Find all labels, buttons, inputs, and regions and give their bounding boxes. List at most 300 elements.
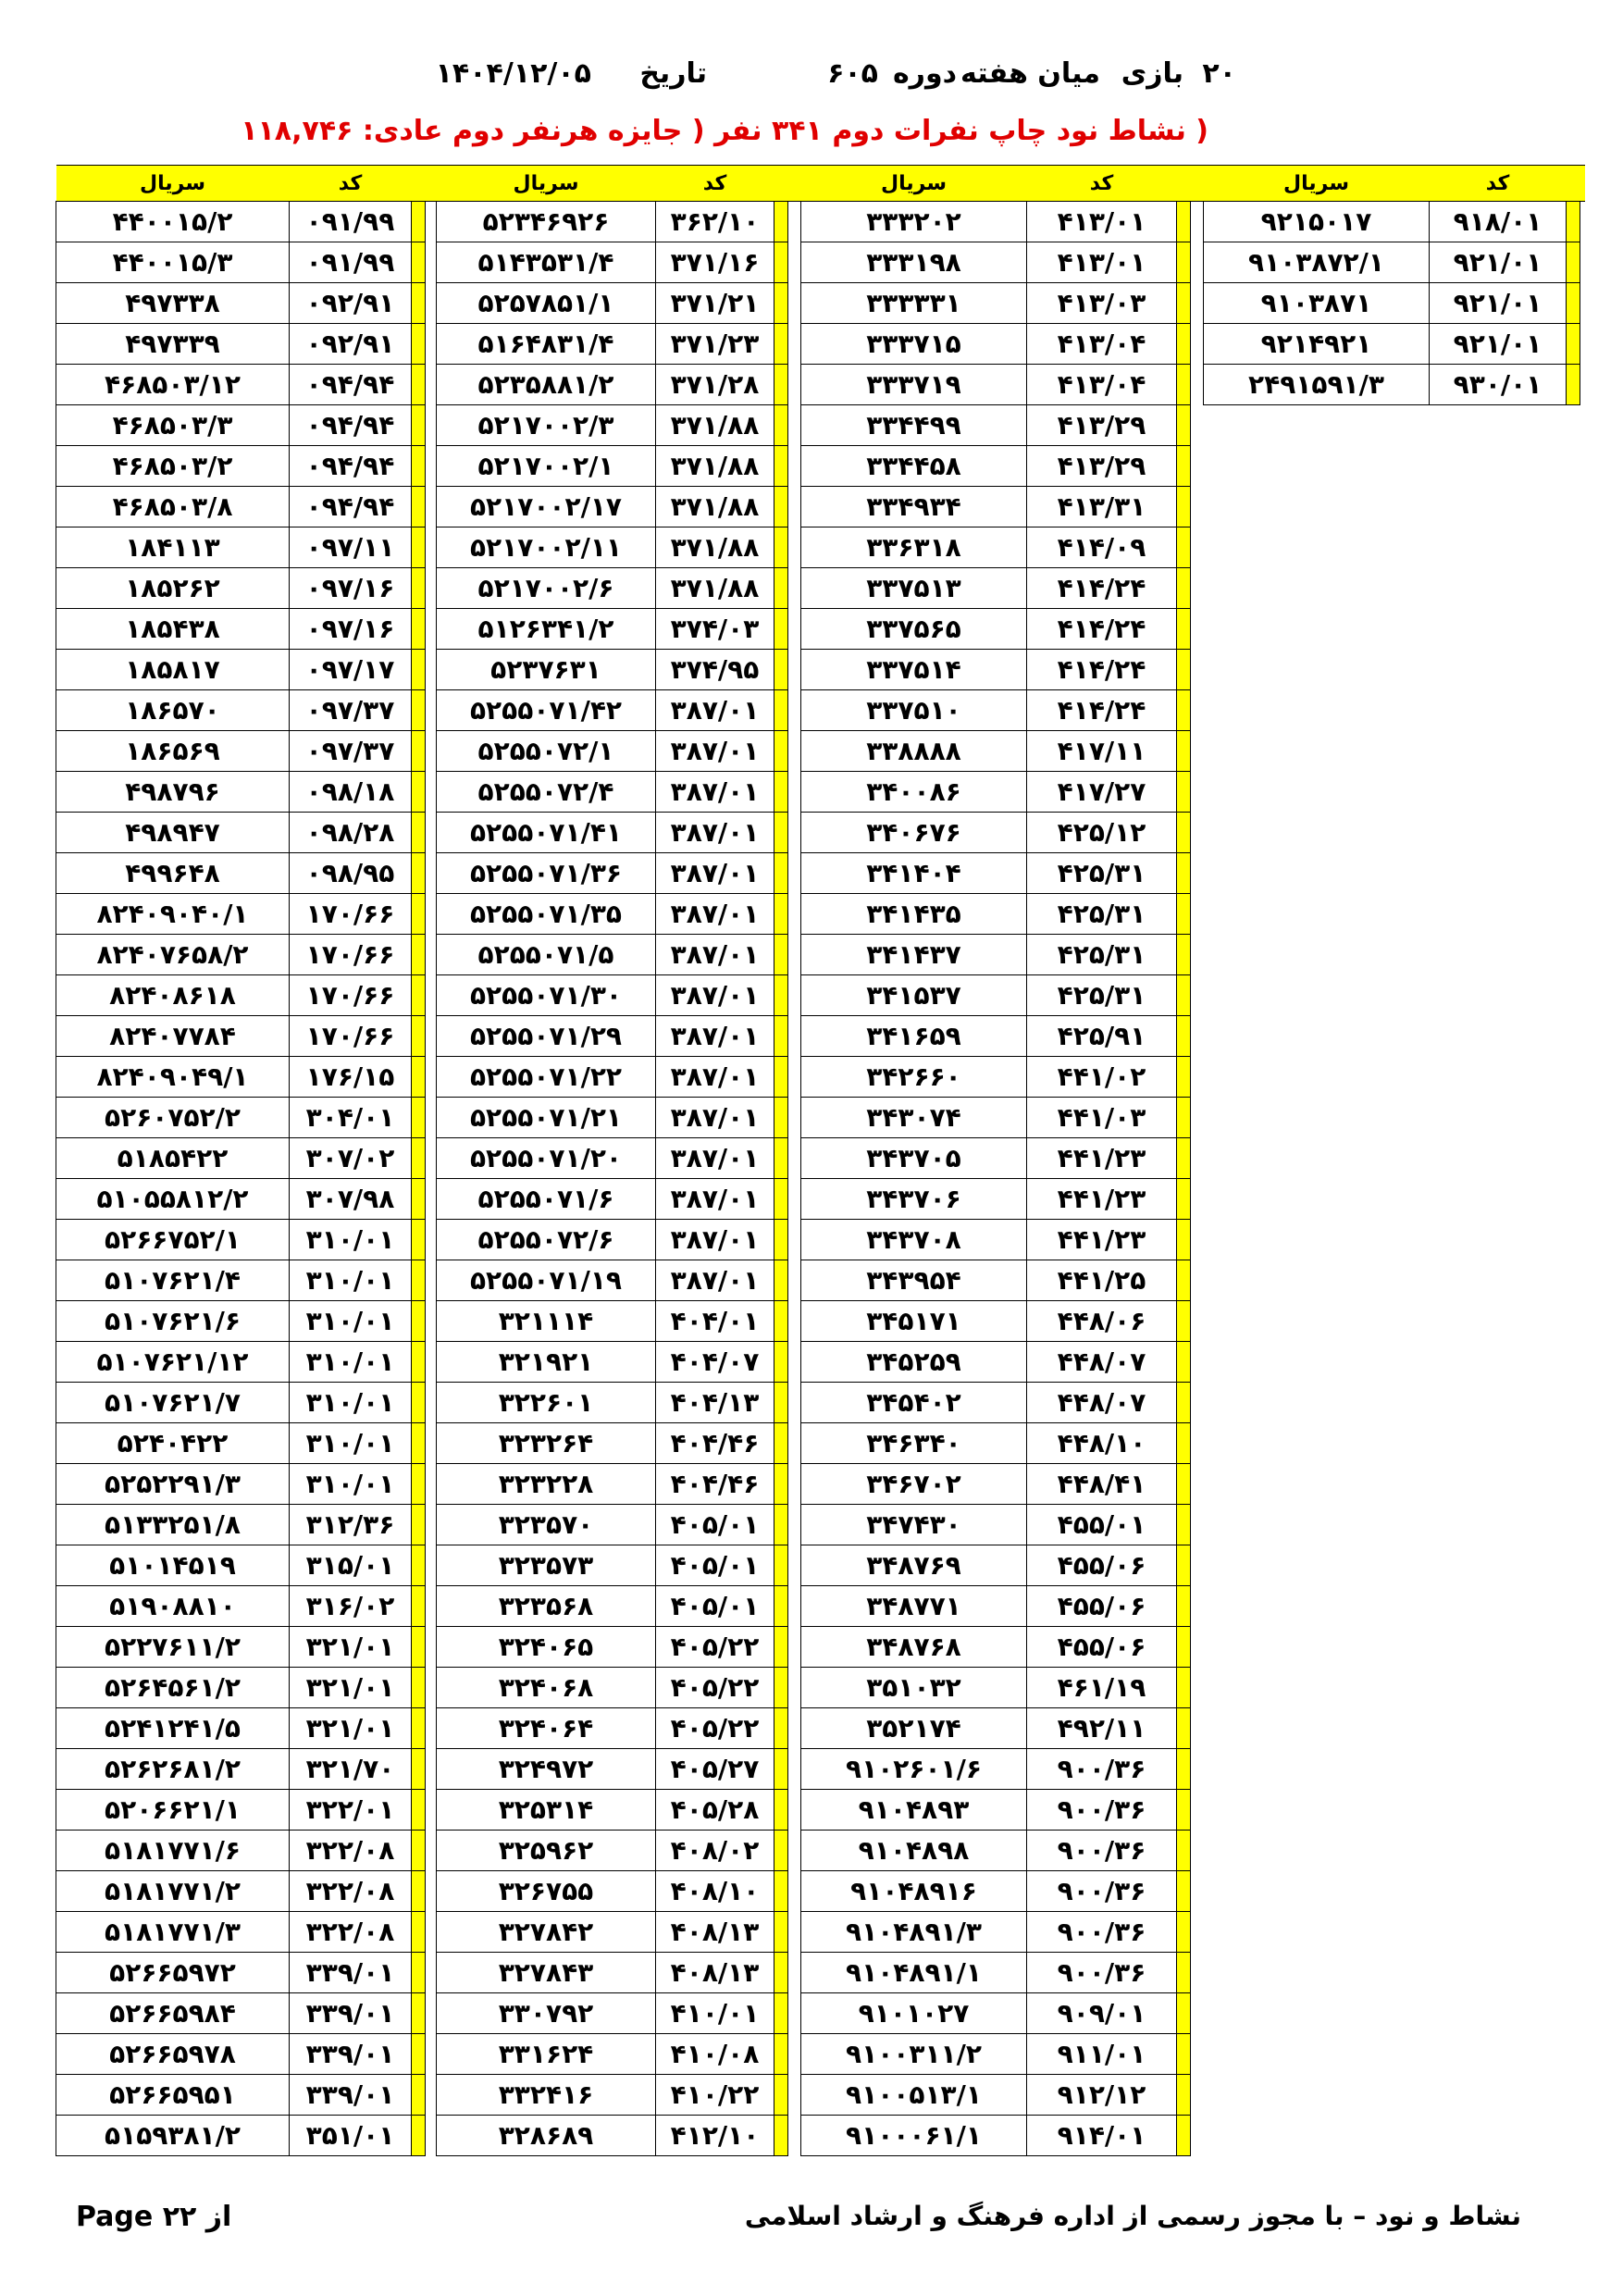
row-marker (412, 527, 426, 568)
code-cell: ۴۴۱/۲۳ (1027, 1220, 1177, 1260)
row-marker (412, 1505, 426, 1545)
code-cell: ۳۱۰/۰۱ (290, 1342, 412, 1383)
code-cell: ۳۸۷/۰۱ (656, 1098, 774, 1138)
serial-cell: ۹۱۰۴۸۹۱/۳ (801, 1912, 1027, 1953)
license-note: نشاط و نود – با مجوز رسمی از اداره فرهنگ و ارشاد اسلامی (744, 2201, 1521, 2231)
row-marker (1177, 935, 1191, 975)
row-marker (774, 1790, 788, 1831)
row-marker (412, 1464, 426, 1505)
code-cell: ۰۹۴/۹۴ (290, 365, 412, 405)
column-header-serial: سریال (56, 166, 290, 202)
code-cell: ۹۰۰/۳۶ (1027, 1790, 1177, 1831)
code-cell: ۴۱۰/۰۸ (656, 2034, 774, 2075)
table-row (56, 324, 1585, 365)
code-cell: ۴۱۴/۲۴ (1027, 690, 1177, 731)
code-cell: ۳۸۷/۰۱ (656, 772, 774, 813)
row-marker (774, 1749, 788, 1790)
row-marker (774, 731, 788, 772)
serial-cell: ۵۲۵۵۰۷۱/۲۰ (437, 1138, 656, 1179)
code-cell: ۹۱۸/۰۱ (1430, 202, 1567, 242)
serial-cell: ۳۳۳۳۳۱ (801, 283, 1027, 324)
code-cell: ۹۱۲/۱۲ (1027, 2075, 1177, 2116)
serial-cell: ۱۸۵۸۱۷ (56, 650, 290, 690)
code-cell: ۱۷۶/۱۵ (290, 1057, 412, 1098)
serial-cell: ۳۳۳۷۱۵ (801, 324, 1027, 365)
serial-cell: ۵۲۵۵۰۷۱/۲۱ (437, 1098, 656, 1138)
code-cell: ۳۱۰/۰۱ (290, 1220, 412, 1260)
row-marker (774, 1505, 788, 1545)
serial-cell: ۵۱۶۴۸۳۱/۴ (437, 324, 656, 365)
row-marker (412, 609, 426, 650)
row-marker (412, 242, 426, 283)
table-header-row (56, 166, 1585, 202)
code-cell: ۴۴۱/۲۵ (1027, 1260, 1177, 1301)
serial-cell: ۳۳۷۵۶۵ (801, 609, 1027, 650)
table-row (56, 1993, 1585, 2034)
code-cell: ۹۲۱/۰۱ (1430, 242, 1567, 283)
header-date: ۱۴۰۴/۱۲/۰۵ (435, 57, 591, 90)
row-marker (774, 242, 788, 283)
code-cell: ۳۱۵/۰۱ (290, 1545, 412, 1586)
row-marker (412, 1220, 426, 1260)
row-marker (774, 1423, 788, 1464)
code-cell: ۳۲۲/۰۸ (290, 1871, 412, 1912)
row-marker (1177, 772, 1191, 813)
row-marker (774, 1627, 788, 1668)
serial-cell: ۵۲۰۶۶۲۱/۱ (56, 1790, 290, 1831)
code-cell: ۰۹۲/۹۱ (290, 283, 412, 324)
serial-cell: ۵۲۵۵۰۷۱/۴۲ (437, 690, 656, 731)
serial-cell: ۳۳۲۴۱۶ (437, 2075, 656, 2116)
code-cell: ۳۸۷/۰۱ (656, 690, 774, 731)
row-marker (412, 1668, 426, 1708)
code-cell: ۴۲۵/۳۱ (1027, 975, 1177, 1016)
serial-cell: ۳۴۳۰۷۴ (801, 1098, 1027, 1138)
serial-cell: ۵۱۳۳۲۵۱/۸ (56, 1505, 290, 1545)
table-row (56, 1179, 1585, 1220)
serial-cell: ۳۲۷۸۴۲ (437, 1912, 656, 1953)
row-marker (1177, 1098, 1191, 1138)
code-cell: ۳۱۲/۳۶ (290, 1505, 412, 1545)
row-marker (774, 1871, 788, 1912)
serial-cell: ۵۲۱۷۰۰۲/۱۷ (437, 487, 656, 527)
row-marker (1177, 1871, 1191, 1912)
table-row (56, 1749, 1585, 1790)
serial-cell: ۵۱۰۷۶۲۱/۷ (56, 1383, 290, 1423)
code-cell: ۴۰۴/۴۶ (656, 1464, 774, 1505)
row-marker (1177, 1260, 1191, 1301)
row-marker (1177, 568, 1191, 609)
row-marker (1177, 1179, 1191, 1220)
row-marker (412, 1260, 426, 1301)
row-marker (774, 202, 788, 242)
serial-cell: ۵۲۶۶۵۹۸۴ (56, 1993, 290, 2034)
row-marker (774, 894, 788, 935)
row-marker (774, 2116, 788, 2156)
serial-cell: ۴۶۸۵۰۳/۳ (56, 405, 290, 446)
code-cell: ۰۹۱/۹۹ (290, 242, 412, 283)
serial-cell: ۸۲۴۰۹۰۴۰/۱ (56, 894, 290, 935)
row-marker (412, 935, 426, 975)
serial-cell: ۵۲۶۶۵۹۷۲ (56, 1953, 290, 1993)
serial-cell: ۵۱۰۱۴۵۱۹ (56, 1545, 290, 1586)
table-row (56, 1953, 1585, 1993)
row-marker (774, 1057, 788, 1098)
row-marker (412, 1871, 426, 1912)
serial-cell: ۸۲۴۰۷۷۸۴ (56, 1016, 290, 1057)
code-cell: ۴۰۴/۴۶ (656, 1423, 774, 1464)
serial-cell: ۴۴۰۰۱۵/۳ (56, 242, 290, 283)
code-cell: ۴۰۴/۰۷ (656, 1342, 774, 1383)
code-cell: ۳۸۷/۰۱ (656, 1057, 774, 1098)
code-cell: ۴۴۱/۲۳ (1027, 1138, 1177, 1179)
row-marker (412, 568, 426, 609)
serial-cell: ۵۱۰۵۵۸۱۲/۲ (56, 1179, 290, 1220)
serial-cell: ۳۴۸۷۶۸ (801, 1627, 1027, 1668)
code-cell: ۳۲۱/۰۱ (290, 1668, 412, 1708)
serial-cell: ۳۴۲۶۶۰ (801, 1057, 1027, 1098)
row-marker (774, 1342, 788, 1383)
row-marker (1177, 894, 1191, 935)
row-marker (774, 1016, 788, 1057)
table-row (56, 690, 1585, 731)
serial-cell: ۳۲۷۸۴۳ (437, 1953, 656, 1993)
column-header-code: کد (290, 166, 412, 202)
row-marker (412, 650, 426, 690)
serial-cell: ۵۲۵۷۸۵۱/۱ (437, 283, 656, 324)
row-marker (1177, 1505, 1191, 1545)
table-row (56, 202, 1585, 242)
table-row (56, 568, 1585, 609)
row-marker (1567, 324, 1580, 365)
row-marker (1177, 1138, 1191, 1179)
row-marker (774, 1993, 788, 2034)
table-row (56, 935, 1585, 975)
code-cell: ۴۱۴/۰۹ (1027, 527, 1177, 568)
row-marker (412, 1831, 426, 1871)
code-cell: ۳۲۲/۰۱ (290, 1790, 412, 1831)
serial-cell: ۳۵۲۱۷۴ (801, 1708, 1027, 1749)
row-marker (1177, 975, 1191, 1016)
row-marker (412, 1057, 426, 1098)
row-marker (774, 1301, 788, 1342)
serial-cell: ۳۳۷۵۱۳ (801, 568, 1027, 609)
code-cell: ۴۵۵/۰۶ (1027, 1627, 1177, 1668)
row-marker (774, 1383, 788, 1423)
row-marker (774, 772, 788, 813)
code-cell: ۳۷۱/۸۸ (656, 568, 774, 609)
serial-cell: ۵۲۵۵۰۷۱/۳۰ (437, 975, 656, 1016)
code-cell: ۹۲۱/۰۱ (1430, 324, 1567, 365)
row-marker (1177, 813, 1191, 853)
row-marker (412, 1749, 426, 1790)
row-marker (1177, 1749, 1191, 1790)
serial-cell: ۳۲۶۷۵۵ (437, 1871, 656, 1912)
serial-cell: ۴۶۸۵۰۳/۱۲ (56, 365, 290, 405)
code-cell: ۹۰۰/۳۶ (1027, 1831, 1177, 1871)
serial-cell: ۵۲۳۵۸۸۱/۲ (437, 365, 656, 405)
row-marker (412, 2116, 426, 2156)
serial-cell: ۵۲۱۷۰۰۲/۱۱ (437, 527, 656, 568)
code-cell: ۱۷۰/۶۶ (290, 935, 412, 975)
row-marker (412, 772, 426, 813)
table-row (56, 1098, 1585, 1138)
code-cell: ۴۴۸/۱۰ (1027, 1423, 1177, 1464)
serial-cell: ۳۴۸۷۶۹ (801, 1545, 1027, 1586)
header-period-label: دوره (892, 57, 957, 90)
code-cell: ۴۱۳/۰۱ (1027, 202, 1177, 242)
serial-cell: ۵۱۰۷۶۲۱/۶ (56, 1301, 290, 1342)
serial-cell: ۳۴۳۷۰۸ (801, 1220, 1027, 1260)
code-cell: ۴۰۵/۲۸ (656, 1790, 774, 1831)
serial-cell: ۳۴۰۰۸۶ (801, 772, 1027, 813)
code-cell: ۰۹۷/۳۷ (290, 731, 412, 772)
code-cell: ۴۰۵/۲۲ (656, 1708, 774, 1749)
serial-cell: ۴۹۸۹۴۷ (56, 813, 290, 853)
serial-cell: ۵۲۶۴۵۶۱/۲ (56, 1668, 290, 1708)
row-marker (774, 1220, 788, 1260)
serial-cell: ۸۲۴۰۸۶۱۸ (56, 975, 290, 1016)
table-row (56, 609, 1585, 650)
serial-cell: ۹۱۰۰۵۱۳/۱ (801, 2075, 1027, 2116)
table-row (56, 487, 1585, 527)
code-cell: ۴۱۳/۲۹ (1027, 446, 1177, 487)
row-marker (1177, 283, 1191, 324)
row-marker (412, 1627, 426, 1668)
code-cell: ۰۹۲/۹۱ (290, 324, 412, 365)
serial-cell: ۳۲۲۶۰۱ (437, 1383, 656, 1423)
serial-cell: ۳۲۱۹۲۱ (437, 1342, 656, 1383)
row-marker (1177, 1831, 1191, 1871)
serial-cell: ۹۱۰۴۸۹۸ (801, 1831, 1027, 1871)
serial-cell: ۳۴۱۶۵۹ (801, 1016, 1027, 1057)
serial-cell: ۳۴۶۷۰۲ (801, 1464, 1027, 1505)
serial-cell: ۳۴۳۷۰۵ (801, 1138, 1027, 1179)
column-header-code: کد (656, 166, 774, 202)
row-marker (774, 446, 788, 487)
row-marker (1177, 1627, 1191, 1668)
code-cell: ۰۹۷/۱۶ (290, 568, 412, 609)
table-row (56, 1016, 1585, 1057)
serial-cell: ۳۲۵۹۶۲ (437, 1831, 656, 1871)
serial-cell: ۳۳۶۳۱۸ (801, 527, 1027, 568)
code-cell: ۰۹۷/۳۷ (290, 690, 412, 731)
code-cell: ۴۴۱/۲۳ (1027, 1179, 1177, 1220)
serial-cell: ۹۲۱۵۰۱۷ (1204, 202, 1430, 242)
table-row (56, 2075, 1585, 2116)
serial-cell: ۳۲۴۰۶۴ (437, 1708, 656, 1749)
header-period: ۶۰۵ (827, 57, 878, 90)
serial-cell: ۵۱۰۷۶۲۱/۴ (56, 1260, 290, 1301)
code-cell: ۴۰۵/۲۲ (656, 1627, 774, 1668)
row-marker (412, 731, 426, 772)
code-cell: ۳۲۱/۷۰ (290, 1749, 412, 1790)
serial-cell: ۴۴۰۰۱۵/۲ (56, 202, 290, 242)
code-cell: ۴۰۵/۲۷ (656, 1749, 774, 1790)
row-marker (412, 1179, 426, 1220)
code-cell: ۳۸۷/۰۱ (656, 853, 774, 894)
serial-cell: ۲۴۹۱۵۹۱/۳ (1204, 365, 1430, 405)
row-marker (1177, 1057, 1191, 1098)
code-cell: ۳۸۷/۰۱ (656, 1179, 774, 1220)
row-marker (1177, 202, 1191, 242)
serial-cell: ۹۱۰۴۸۹۱/۱ (801, 1953, 1027, 1993)
row-marker (1177, 1383, 1191, 1423)
code-cell: ۹۱۴/۰۱ (1027, 2116, 1177, 2156)
serial-cell: ۱۸۶۵۶۹ (56, 731, 290, 772)
code-cell: ۳۱۶/۰۲ (290, 1586, 412, 1627)
code-cell: ۴۱۴/۲۴ (1027, 609, 1177, 650)
row-marker (774, 650, 788, 690)
row-marker (1177, 1016, 1191, 1057)
row-marker (774, 1179, 788, 1220)
table-row (56, 1220, 1585, 1260)
row-marker (1177, 405, 1191, 446)
serial-cell: ۳۲۳۵۶۸ (437, 1586, 656, 1627)
serial-cell: ۵۲۱۷۰۰۲/۶ (437, 568, 656, 609)
serial-cell: ۴۹۸۷۹۶ (56, 772, 290, 813)
page-number: Page ۲۲ از (76, 2201, 232, 2233)
table-row (56, 1505, 1585, 1545)
serial-cell: ۵۲۵۵۰۷۲/۴ (437, 772, 656, 813)
table-row (56, 650, 1585, 690)
header-type: میان هفته (960, 57, 1100, 90)
code-cell: ۴۰۵/۰۱ (656, 1545, 774, 1586)
row-marker (774, 609, 788, 650)
code-cell: ۳۲۲/۰۸ (290, 1831, 412, 1871)
serial-cell: ۸۲۴۰۷۶۵۸/۲ (56, 935, 290, 975)
row-marker (412, 405, 426, 446)
serial-cell: ۳۴۱۴۳۵ (801, 894, 1027, 935)
header-count: ۲۰ (1202, 57, 1236, 90)
code-cell: ۴۰۵/۲۲ (656, 1668, 774, 1708)
serial-cell: ۵۲۴۱۲۴۱/۵ (56, 1708, 290, 1749)
row-marker (1177, 690, 1191, 731)
row-marker (1177, 1790, 1191, 1831)
code-cell: ۴۰۴/۱۳ (656, 1383, 774, 1423)
code-cell: ۴۱۷/۲۷ (1027, 772, 1177, 813)
row-marker (774, 1708, 788, 1749)
row-marker (412, 1423, 426, 1464)
serial-cell: ۹۱۰۳۸۷۱ (1204, 283, 1430, 324)
row-marker (1567, 365, 1580, 405)
serial-cell: ۳۴۵۱۷۱ (801, 1301, 1027, 1342)
serial-cell: ۹۲۱۴۹۲۱ (1204, 324, 1430, 365)
row-marker (774, 1464, 788, 1505)
code-cell: ۴۴۱/۰۲ (1027, 1057, 1177, 1098)
serial-cell: ۵۲۶۶۵۹۷۸ (56, 2034, 290, 2075)
serial-cell: ۳۳۴۴۹۹ (801, 405, 1027, 446)
code-cell: ۱۷۰/۶۶ (290, 894, 412, 935)
code-cell: ۴۵۵/۰۶ (1027, 1586, 1177, 1627)
table-row (56, 853, 1585, 894)
row-marker (412, 1993, 426, 2034)
row-marker (774, 324, 788, 365)
code-cell: ۹۱۱/۰۱ (1027, 2034, 1177, 2075)
serial-cell: ۹۱۰۲۶۰۱/۶ (801, 1749, 1027, 1790)
code-cell: ۴۱۳/۰۳ (1027, 283, 1177, 324)
row-marker (1567, 242, 1580, 283)
table-row (56, 1912, 1585, 1953)
code-cell: ۳۲۱/۰۱ (290, 1627, 412, 1668)
code-cell: ۳۷۱/۸۸ (656, 405, 774, 446)
row-marker (774, 1831, 788, 1871)
serial-cell: ۳۳۷۵۱۰ (801, 690, 1027, 731)
serial-cell: ۵۱۲۶۳۴۱/۲ (437, 609, 656, 650)
code-cell: ۹۲۱/۰۱ (1430, 283, 1567, 324)
code-cell: ۹۰۰/۳۶ (1027, 1749, 1177, 1790)
serial-cell: ۵۲۵۲۲۹۱/۳ (56, 1464, 290, 1505)
table-row (56, 1138, 1585, 1179)
serial-cell: ۵۲۲۷۶۱۱/۲ (56, 1627, 290, 1668)
row-marker (774, 1260, 788, 1301)
code-cell: ۴۱۳/۳۱ (1027, 487, 1177, 527)
table-row (56, 813, 1585, 853)
code-cell: ۱۷۰/۶۶ (290, 975, 412, 1016)
row-marker (774, 690, 788, 731)
code-cell: ۴۰۵/۰۱ (656, 1586, 774, 1627)
row-marker (1177, 731, 1191, 772)
row-marker (412, 1912, 426, 1953)
row-marker (774, 365, 788, 405)
serial-cell: ۵۲۵۵۰۷۲/۱ (437, 731, 656, 772)
row-marker (412, 894, 426, 935)
serial-cell: ۵۲۶۲۶۸۱/۲ (56, 1749, 290, 1790)
serial-cell: ۵۲۶۰۷۵۲/۲ (56, 1098, 290, 1138)
code-cell: ۹۰۰/۳۶ (1027, 1953, 1177, 1993)
row-marker (774, 1668, 788, 1708)
code-cell: ۴۴۱/۰۳ (1027, 1098, 1177, 1138)
row-marker (1177, 487, 1191, 527)
table-row (56, 405, 1585, 446)
row-marker (774, 935, 788, 975)
row-marker (1177, 1464, 1191, 1505)
row-marker (774, 487, 788, 527)
row-marker (412, 1708, 426, 1749)
code-cell: ۴۴۸/۰۷ (1027, 1383, 1177, 1423)
code-cell: ۳۷۱/۲۱ (656, 283, 774, 324)
code-cell: ۴۵۵/۰۶ (1027, 1545, 1177, 1586)
title-line (0, 57, 1623, 104)
serial-cell: ۹۱۰۱۰۲۷ (801, 1993, 1027, 2034)
serial-cell: ۳۳۱۶۲۴ (437, 2034, 656, 2075)
row-marker (774, 527, 788, 568)
table-row (56, 242, 1585, 283)
row-marker (1177, 609, 1191, 650)
row-marker (1177, 1342, 1191, 1383)
column-header-code: کد (1027, 166, 1177, 202)
serial-cell: ۳۲۴۰۶۸ (437, 1668, 656, 1708)
row-marker (412, 2034, 426, 2075)
code-cell: ۴۹۲/۱۱ (1027, 1708, 1177, 1749)
code-cell: ۳۷۱/۸۸ (656, 487, 774, 527)
table-row (56, 894, 1585, 935)
serial-cell: ۳۲۴۹۷۲ (437, 1749, 656, 1790)
row-marker (412, 853, 426, 894)
row-marker (1177, 527, 1191, 568)
code-cell: ۰۹۷/۱۱ (290, 527, 412, 568)
serial-cell: ۵۲۶۶۵۹۵۱ (56, 2075, 290, 2116)
serial-cell: ۵۲۳۷۶۳۱ (437, 650, 656, 690)
serial-cell: ۵۱۹۰۸۸۱۰ (56, 1586, 290, 1627)
serial-cell: ۵۲۶۶۷۵۲/۱ (56, 1220, 290, 1260)
code-cell: ۴۱۴/۲۴ (1027, 650, 1177, 690)
code-cell: ۴۱۳/۲۹ (1027, 405, 1177, 446)
code-cell: ۴۲۵/۹۱ (1027, 1016, 1177, 1057)
code-cell: ۳۷۱/۸۸ (656, 527, 774, 568)
row-marker (412, 1098, 426, 1138)
code-cell: ۰۹۴/۹۴ (290, 487, 412, 527)
